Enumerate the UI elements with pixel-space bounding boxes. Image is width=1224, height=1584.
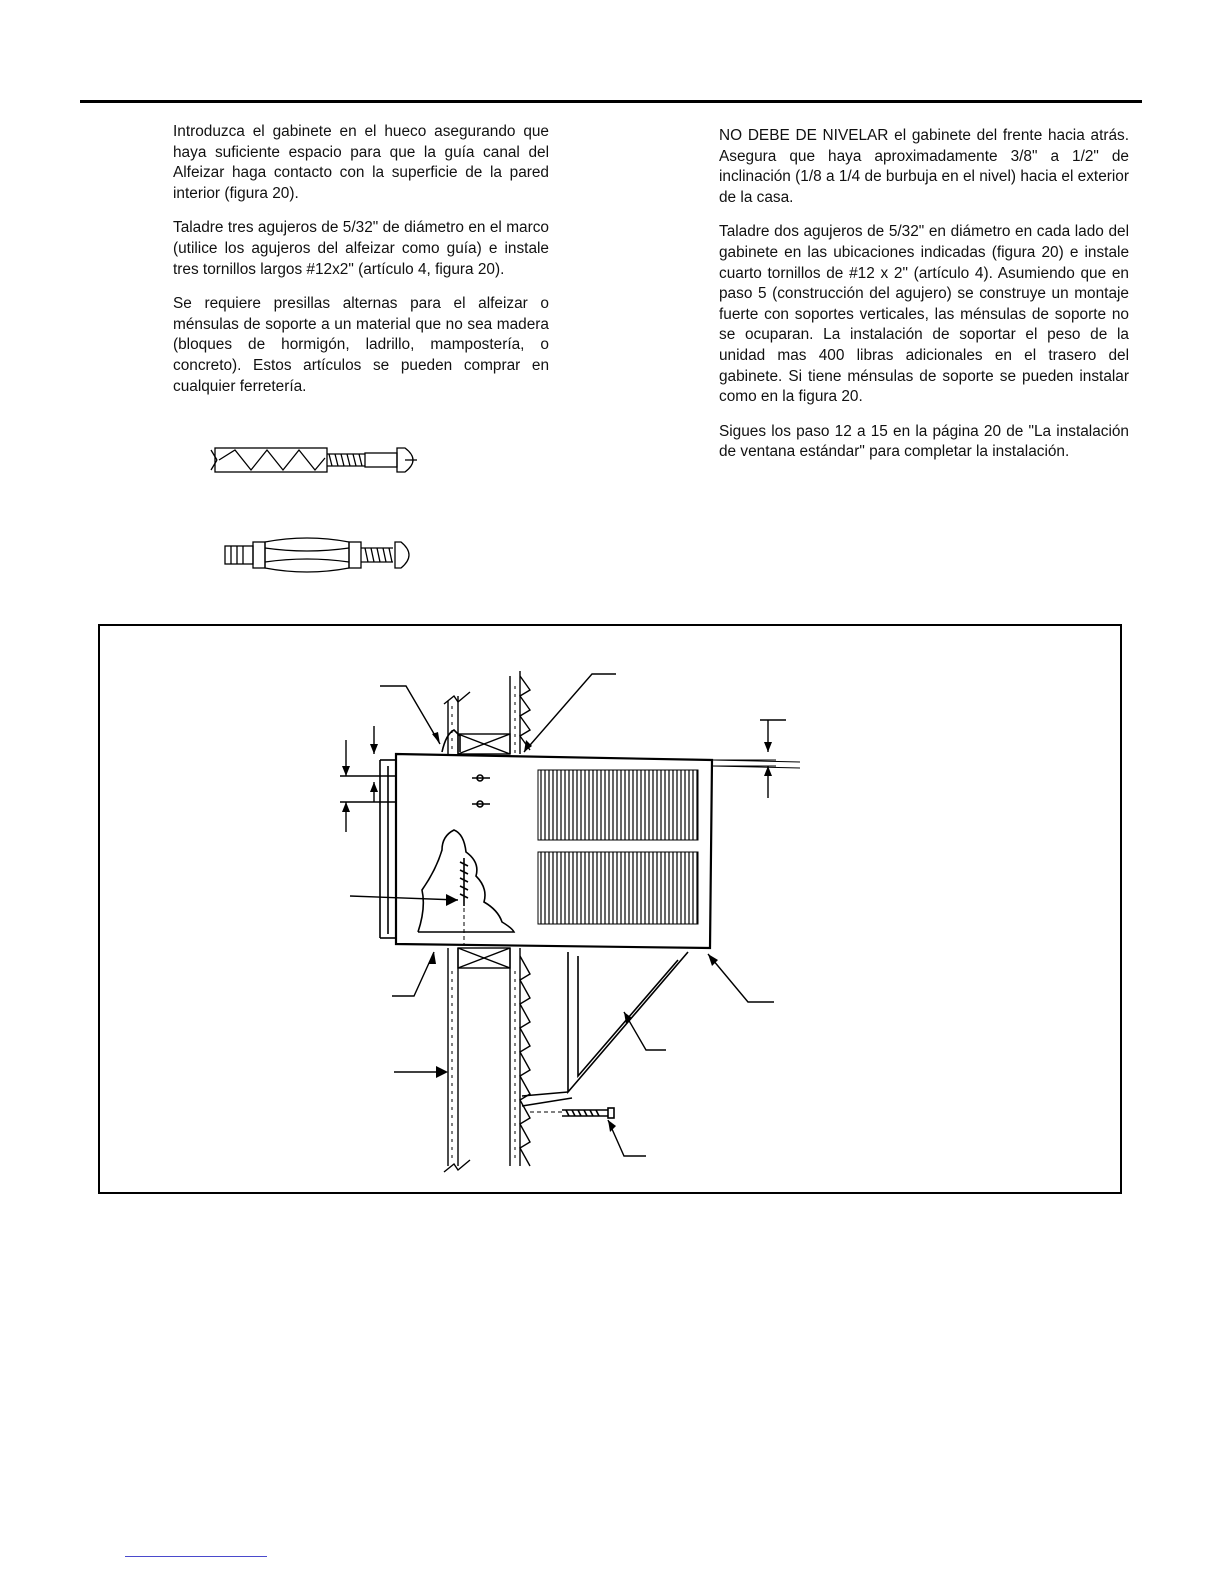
right-text-column [719,126,1129,477]
footer-link-underline [125,1556,267,1557]
wall-section [444,671,530,1172]
toggle-bolt-icon [211,448,417,472]
support-bracket [522,952,688,1118]
paragraph-drill-side-holes: Taladre dos agujeros de 5/32" en diámetro en cada lado del gabinete en las ubicaciones indicadas (figura 20) e instale cuarto tornillos de #12 x 2" (artículo 4). Asumiendo que en paso 5 (construcción del agujero) se construye un montaje fuerte con soportes verticales, las ménsulas de soporte no se ocuparan. La instalación de soportar el peso de la unidad mas 400 libras adicionales en el trasero del gabinete. Si tiene ménsulas de soporte se pueden instalar como en la figura 20. [719,223,1129,406]
figure-20-box [98,624,1122,1194]
anchor-svg [205,438,435,578]
left-text-column [173,122,549,411]
wall-sleeve-installation-diagram [100,626,1120,1192]
anchor-illustrations [205,438,435,578]
paragraph-drill-frame-holes: Taladre tres agujeros de 5/32" de diámetro en el marco (utilice los agujeros del alfeizar como guía) e instale tres tornillos largos #12x2" (artículo 4, figura 20). [173,219,549,278]
header-rule [80,100,1142,103]
paragraph-alternate-clips: Se requiere presillas alternas para el alfeizar o ménsulas de soporte a un material que no sea madera (bloques de hormigón, ladrillo, mampostería, o concreto). Estos artículos se pueden comprar en cualquier ferretería. [173,295,549,395]
paragraph-follow-steps: Sigues los paso 12 a 15 en la página 20 de "La instalación de ventana estándar" para completar la instalación. [719,422,1129,461]
paragraph-insert-cabinet: Introduzca el gabinete en el hueco asegurando que haya suficiente espacio para que la guía canal del Alfeizar haga contacto con la superficie de la pared interior (figura 20). [173,123,549,202]
paragraph-do-not-level: NO DEBE DE NIVELAR el gabinete del frente hacia atrás. Asegura que haya aproximadamente 3/8" a 1/2" de inclinación (1/8 a 1/4 de burbuja en el nivel) hacia el exterior de la casa. [719,127,1129,206]
expansion-anchor-icon [225,538,409,572]
cabinet [380,730,800,948]
